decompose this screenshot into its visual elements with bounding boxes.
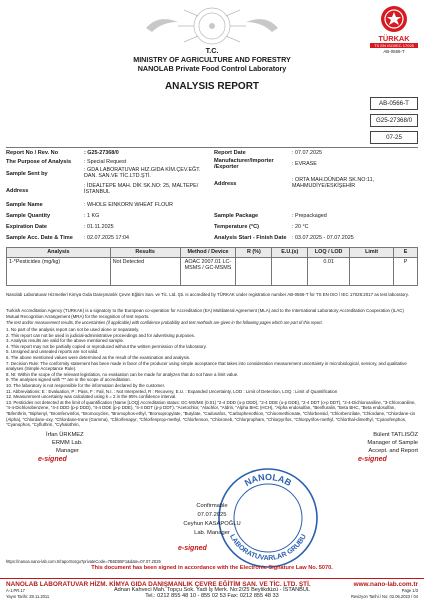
col-evaluation: E — [394, 248, 418, 258]
accreditation-box: AB-0566-T — [370, 97, 418, 110]
analysis-dates-label: Analysis Start - Finish Date — [214, 235, 287, 241]
col-loq-lod: LOQ / LOD — [308, 248, 350, 258]
signatory-left-role: ERMM Lab. — [52, 440, 83, 446]
confirm-label: Confirmable — [196, 503, 228, 509]
header-ministry: MINISTRY OF AGRICULTURE AND FORESTRY — [133, 55, 291, 64]
signatory-left-title: Manager — [56, 448, 79, 454]
cell-uncertainty — [272, 258, 308, 286]
sample-quantity-value: : 1 KG — [84, 213, 100, 219]
page-title: ANALYSIS REPORT — [164, 81, 260, 92]
col-analysis: Analysis — [7, 248, 111, 258]
acceptance-date-label: Sample Acc. Date & Time — [6, 235, 73, 241]
footer-phone: Tel.: 0212 855 48 10 - 855 02 53 Fax: 0212 855 48 33 — [145, 593, 279, 599]
signatory-right-esigned: e-signed — [358, 456, 387, 463]
cell-result: Not Detected — [110, 258, 180, 286]
signatory-right-title: Accept. and Report — [368, 448, 418, 454]
results-statement: The test and/or measurement results, the uncertainties (if applicable) with confidence probability and test methods are given in the following pages which are part of this report. — [6, 320, 323, 325]
footer-page: Page 1/3 — [401, 588, 418, 593]
footer-company: NANOLAB LABORATUVAR HİZM. KİMYA GIDA DANIŞMANLIK ÇEVRE EĞİTİM SAN. VE TİC. LTD. ŞTİ. — [6, 581, 311, 588]
note-item: 1. No part of the analysis report can not be used alone or separately. — [6, 327, 140, 332]
turkak-brand: TÜRKAK — [378, 34, 410, 43]
turkak-emblem-icon — [370, 4, 418, 34]
turkak-standard: TS EN ISO/IEC 17025 — [370, 43, 418, 48]
cell-recovery — [236, 258, 272, 286]
turkak-number: AB-0566-T — [383, 49, 405, 54]
signatory-right-name: Bülent TATLISÖZ — [373, 432, 418, 438]
period-box: 07-25 — [370, 131, 418, 144]
accreditation-statement: Nanolab Laboratuvar Hizmetleri Kimya Gıda Danışmanlık Çevre Eğitim San. ve Tic. Ltd. Şti. is accredited by TÜRKAK under registration number AB-0566-T for TS EN ISO / IEC 17025:2017 as test laboratory. — [6, 292, 409, 297]
results-table — [6, 247, 418, 286]
sender-address-value: : İDEALTEPE MAH. DİK SK.NO: 25, MALTEPE/İSTANBUL — [84, 183, 199, 196]
sent-by-label: Sample Sent by — [6, 171, 48, 177]
sample-name-label: Sample Name — [6, 202, 43, 208]
note-item: 3. Analysis results are valid for the above mentioned sample. — [6, 338, 125, 344]
footer-website[interactable]: www.nano-lab.com.tr — [353, 581, 418, 588]
turkak-logo — [370, 4, 418, 60]
sample-package-value: : Prepackaged — [292, 213, 327, 219]
note-item: 7. Decision Rule: The conformity statement has been made in favor of the producer using simple acceptance that takes into consideration measurement uncertainty in microbiological, sensory, and qualitative analyses (Simple Acceptance Rule). — [6, 360, 407, 372]
footer-doc-code: A-1.PR.17 — [6, 588, 25, 593]
temperature-label: Temperature (°C) — [214, 224, 260, 230]
report-date-value: : 07.07.2025 — [292, 150, 322, 156]
sent-by-value: : GDA LABORATUVAR HIZ.GIDA KİM.ÇEV.EĞT. DAN. SAN.VE TİC.LTD.ŞTİ. — [84, 167, 201, 180]
report-date-label: Report Date — [214, 150, 246, 156]
results-header-row — [7, 248, 418, 258]
signatory-left-name: İrfan ÜRKMEZ — [46, 432, 84, 438]
note-item: 10. The laboratory is not responsible for the information declared by the customer. — [6, 382, 166, 388]
col-uncertainty: E.U.(s) — [272, 248, 308, 258]
col-method: Method / Device — [180, 248, 236, 258]
cell-limit — [350, 258, 394, 286]
manufacturer-address-label: Address — [214, 181, 237, 187]
footer-revision: Revizyon Tarihi / No: 02.06.2023 / 04 — [350, 594, 418, 599]
acceptance-date-value: : 02.07.2025 17:04 — [84, 235, 129, 241]
turkak-statement: Turkish Accreditation Agency (TURKAK) is a signatory to the European co-operation for Accreditation (EA) Multilateral Agreement (MLA) and to the International Laboratory Accreditation Cooperation (ILAC) Mutual Recognition Arrangement (MRA) for the recognition of test reports. — [6, 308, 404, 319]
footer-divider — [0, 578, 424, 579]
notes-list — [6, 327, 418, 428]
analysis-dates-value: : 03.07.2025 - 07.07.2025 — [292, 235, 354, 241]
col-limit: Limit — [350, 248, 394, 258]
sender-address-label: Address — [6, 188, 29, 194]
note-item: 9. The analyses signed with "*" are in the scope of accreditation. — [6, 377, 131, 383]
stamp-bottom-text: LABORATUVARLAR GRUBU — [228, 533, 308, 563]
col-recovery: R (%) — [236, 248, 272, 258]
purpose-label: The Purpose of Analysis — [6, 159, 72, 165]
note-item: 13. Pesticides not detected at the limit of quantification (Name [LOQ] Accreditation status: GC-MS/MS (0.01) "2-4 DDD (o-p DDD), "2-4 DDE (o-p DDE), "2-4 DDT (o-p DDT), "2-4-Dichloroaniline, "3-Chloroaniline, "4-4-Dichlorobenzene, "4-4 DDD (p-p DDD), "4-4 DDE (p-p DDE), "4-4 DDT (p-p DDT), "Acetochlor, "Alachlor, "Aldrin, "Alpha BHC (HCH), "Alpha endosulfan, "Benfluralin, "Beta BHC, "Beta endosulfan, "Bifenthrin, "Biphenyl, "Bromfenvinfos, "Bromocyclen, "Bromophos-ethyl, "Bromopropylate, "Butylate, "Cadusafos, "Carbophenothion, "Chinomethionate, "Chlorbensid, "Chlorbenzilate, "Chlordane, "Chlordane-cis (Alpha), "Chlordane-oxy, "Chlordane-trans (Gamma), "Chlorfenapyr, "Chlorfenprop-methyl, "Chlorfenson, "Chloroneb, "Chlorpropham, "Chlorpyrifos, "Chlorpyrifos-methyl, "Chlorthal-dimethyl, "Cyanofenphos, "Cyanophos, "Cyfluthrin, "Cyhalothrin, — [6, 399, 416, 428]
footer-publish-date: Yayın Tarihi: 28.11.2011 — [6, 594, 50, 599]
header-lab-name: NANOLAB Private Food Control Laboratory — [137, 64, 287, 73]
report-no-value: : G25-27368/0 — [84, 150, 119, 156]
expiration-date-value: : 01.11.2025 — [84, 224, 114, 230]
footer-address: Adnan Kahveci Mah. Topçu Sok. Yadi İş Merk. No:2/25 Beylikdüzü - İSTANBUL — [113, 587, 311, 593]
note-item: 5. Unsigned and unsealed reports are not valid. — [6, 349, 99, 355]
purpose-value: : Special Request — [84, 159, 127, 165]
col-results: Results — [110, 248, 180, 258]
header-line-tc: T.C. — [205, 46, 219, 55]
confirm-date: 07.07.2025 — [197, 512, 227, 518]
cell-loq: 0.01 — [308, 258, 350, 286]
stamp-top-text: NANOLAB — [242, 471, 294, 489]
cell-evaluation: P — [394, 258, 418, 286]
note-item: 6. The above mentioned values were determined as the result of the examination and analysis. — [6, 354, 191, 360]
ministry-emblem-watermark — [138, 6, 286, 46]
expiration-date-label: Expiration Date — [6, 224, 48, 230]
e-signature-notice: This document has been signed in accordance with the Electronic Signature Law No. 5070. — [91, 565, 333, 571]
sample-package-label: Sample Package — [214, 213, 259, 219]
note-item: 12. Measurement uncertainty was calculated using k = 2 in the 95% confidence interval. — [6, 394, 177, 400]
lab-manager-esigned: e-signed — [178, 545, 207, 552]
sample-name-value: : WHOLE EINKORN WHEAT FLOUR — [84, 202, 174, 208]
lab-manager-role: Lab. Manager — [194, 530, 230, 536]
note-item: 2. This report can not be used in judicial-administrative proceedings and for advertising purposes. — [6, 332, 196, 338]
sample-quantity-label: Sample Quantity — [6, 213, 51, 219]
temperature-value: : 20 °C — [292, 224, 309, 230]
info-top-rule — [6, 147, 418, 148]
signatory-right-role: Manager of Sample — [367, 440, 418, 446]
cell-analysis: 1-*Pesticides (mg/kg) — [7, 258, 111, 286]
manufacturer-label: Manufacturer/Importer /Exporter — [214, 158, 274, 171]
cell-method: AOAC 2007.01 LC-MSMS / GC-MSMS — [180, 258, 236, 286]
note-item: 4. This report may not be partially copied or reproduced without the written permission of the laboratory. — [6, 343, 207, 349]
manufacturer-value: : EVRASE — [292, 161, 317, 167]
note-item: 8. NI: Within the scope of the relevant legislation, no evaluation can be made for analyzes that do not have a limit value. — [6, 371, 239, 377]
report-no-label: Report No / Rev. No — [6, 150, 59, 156]
report-number-box: G25-27368/0 — [370, 114, 418, 127]
signatory-left-esigned: e-signed — [38, 456, 67, 463]
table-row — [7, 258, 418, 286]
note-item: 11. Abbreviations: E : Evaluation, P : Pass, F : Fail, N.I. : Not Interpreted, R : Recovery, E.U. : Expanded Uncertainty, LOD : Limit of Detection, LOQ : Limit of Quantification — [6, 388, 338, 394]
verification-url[interactable]: https://nanoa.nano-lab.com.tr/raporSorgu?privateCode=7B6D55F1&date=07.07.2025 — [6, 559, 161, 564]
lab-manager-name: Ceyhun KASAPOĞLU — [183, 521, 241, 527]
manufacturer-address-value: : ORTA MAH.DÜNDAR SK.NO:11, MAHMUDİYE/ESKİŞEHİR — [292, 177, 375, 190]
